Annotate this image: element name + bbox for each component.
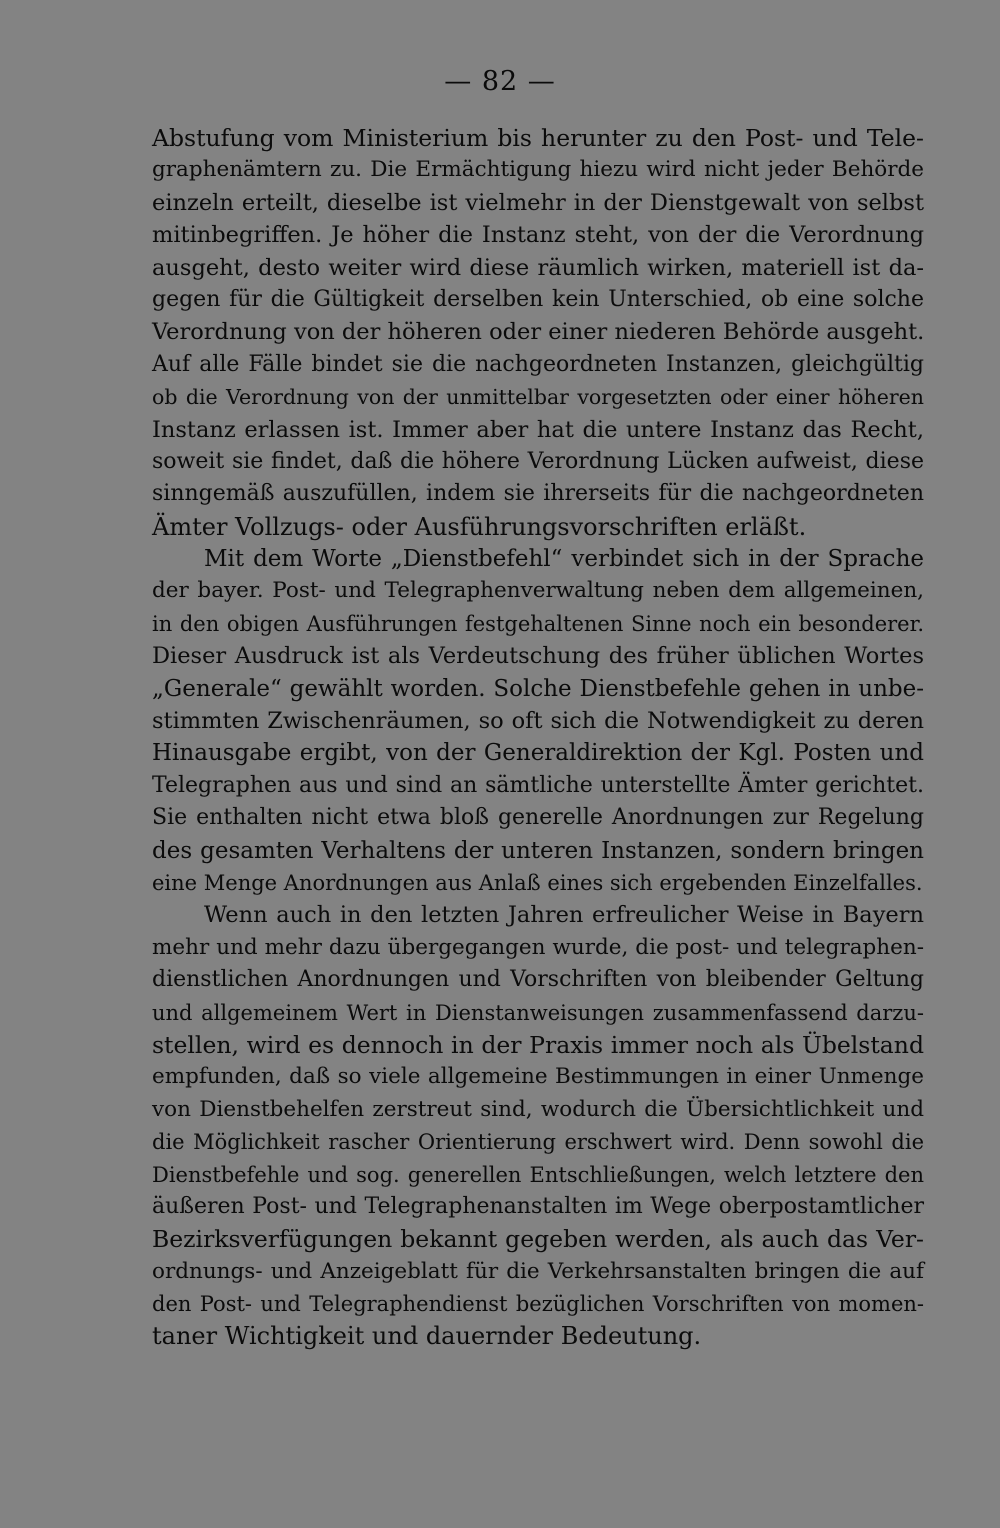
text-line: ausgeht, desto weiter wird diese räumlich wirken, materiell ist da-: [152, 254, 924, 281]
text-line: „Generale“ gewählt worden. Solche Dienstbefehle gehen in unbe-: [152, 675, 924, 702]
text-line: äußeren Post- und Telegraphenanstalten im Wege oberpostamtlicher: [152, 1193, 924, 1219]
text-line: des gesamten Verhaltens der unteren Instanzen, sondern bringen: [152, 837, 924, 864]
text-line: Bezirksverfügungen bekannt gegeben werden, als auch das Ver-: [152, 1225, 924, 1254]
text-line: Dieser Ausdruck ist als Verdeutschung des früher üblichen Wortes: [152, 643, 924, 670]
page-number: — 82 —: [444, 66, 556, 97]
text-line: einzeln erteilt, dieselbe ist vielmehr in der Dienstgewalt von selbst: [152, 189, 924, 216]
text-line: Verordnung von der höheren oder einer niederen Behörde ausgeht.: [152, 319, 925, 346]
text-line: Auf alle Fälle bindet sie die nachgeordneten Instanzen, gleichgültig: [152, 351, 924, 377]
text-line: mitinbegriffen. Je höher die Instanz steht, von der die Verordnung: [152, 222, 924, 249]
text-line: Abstufung vom Ministerium bis herunter zu den Post- und Tele-: [152, 124, 924, 152]
text-line: ob die Verordnung von der unmittelbar vorgesetzten oder einer höheren: [152, 385, 924, 410]
text-line: und allgemeinem Wert in Dienstanweisungen zusammenfassend darzu-: [152, 1000, 924, 1025]
text-line: in den obigen Ausführungen festgehaltenen Sinne noch ein besonderer.: [152, 611, 924, 636]
text-line: soweit sie findet, daß die höhere Verordnung Lücken aufweist, diese: [152, 448, 924, 474]
text-line: der bayer. Post- und Telegraphenverwaltung neben dem allgemeinen,: [152, 578, 924, 604]
text-line: Hinausgabe ergibt, von der Generaldirektion der Kgl. Posten und: [152, 740, 924, 767]
text-line: taner Wichtigkeit und dauernder Bedeutung.: [152, 1322, 702, 1351]
text-line: Telegraphen aus und sind an sämtliche unterstellte Ämter gerichtet.: [152, 772, 924, 798]
text-line: sinngemäß auszufüllen, indem sie ihrerseits für die nachgeordneten: [152, 481, 924, 507]
text-line: ordnungs- und Anzeigeblatt für die Verkehrsanstalten bringen die auf: [152, 1258, 924, 1284]
text-line: von Dienstbehelfen zerstreut sind, wodurch die Übersichtlichkeit und: [152, 1096, 924, 1122]
text-line: graphenämtern zu. Die Ermächtigung hiezu wird nicht jeder Behörde: [152, 157, 924, 183]
text-line: Instanz erlassen ist. Immer aber hat die untere Instanz das Recht,: [152, 416, 924, 443]
text-line: die Möglichkeit rascher Orientierung erschwert wird. Denn sowohl die: [152, 1130, 924, 1155]
text-line: stellen, wird es dennoch in der Praxis immer noch als Übelstand: [152, 1030, 924, 1059]
text-line: Sie enthalten nicht etwa bloß generelle Anordnungen zur Regelung: [152, 805, 924, 831]
text-line: gegen für die Gültigkeit derselben kein Unterschied, ob eine solche: [152, 286, 924, 312]
text-line: Dienstbefehle und sog. generellen Entschließungen, welch letztere den: [152, 1162, 924, 1187]
text-line: Ämter Vollzugs- oder Ausführungsvorschriften erläßt.: [152, 512, 807, 541]
text-line: stimmten Zwischenräumen, so oft sich die Notwendigkeit zu deren: [152, 708, 924, 735]
text-line: Mit dem Worte „Dienstbefehl“ verbindet sich in der Sprache: [204, 546, 924, 573]
body-text: [152, 122, 924, 1353]
text-line: mehr und mehr dazu übergegangen wurde, die post- und telegraphen-: [152, 934, 924, 960]
text-line: Wenn auch in den letzten Jahren erfreulicher Weise in Bayern: [204, 902, 924, 929]
text-line: empfunden, daß so viele allgemeine Bestimmungen in einer Unmenge: [152, 1064, 924, 1090]
text-line: eine Menge Anordnungen aus Anlaß eines sich ergebenden Einzelfalles.: [152, 870, 923, 895]
text-line: dienstlichen Anordnungen und Vorschriften von bleibender Geltung: [152, 967, 924, 993]
text-line: den Post- und Telegraphendienst bezüglichen Vorschriften von momen-: [152, 1292, 924, 1317]
